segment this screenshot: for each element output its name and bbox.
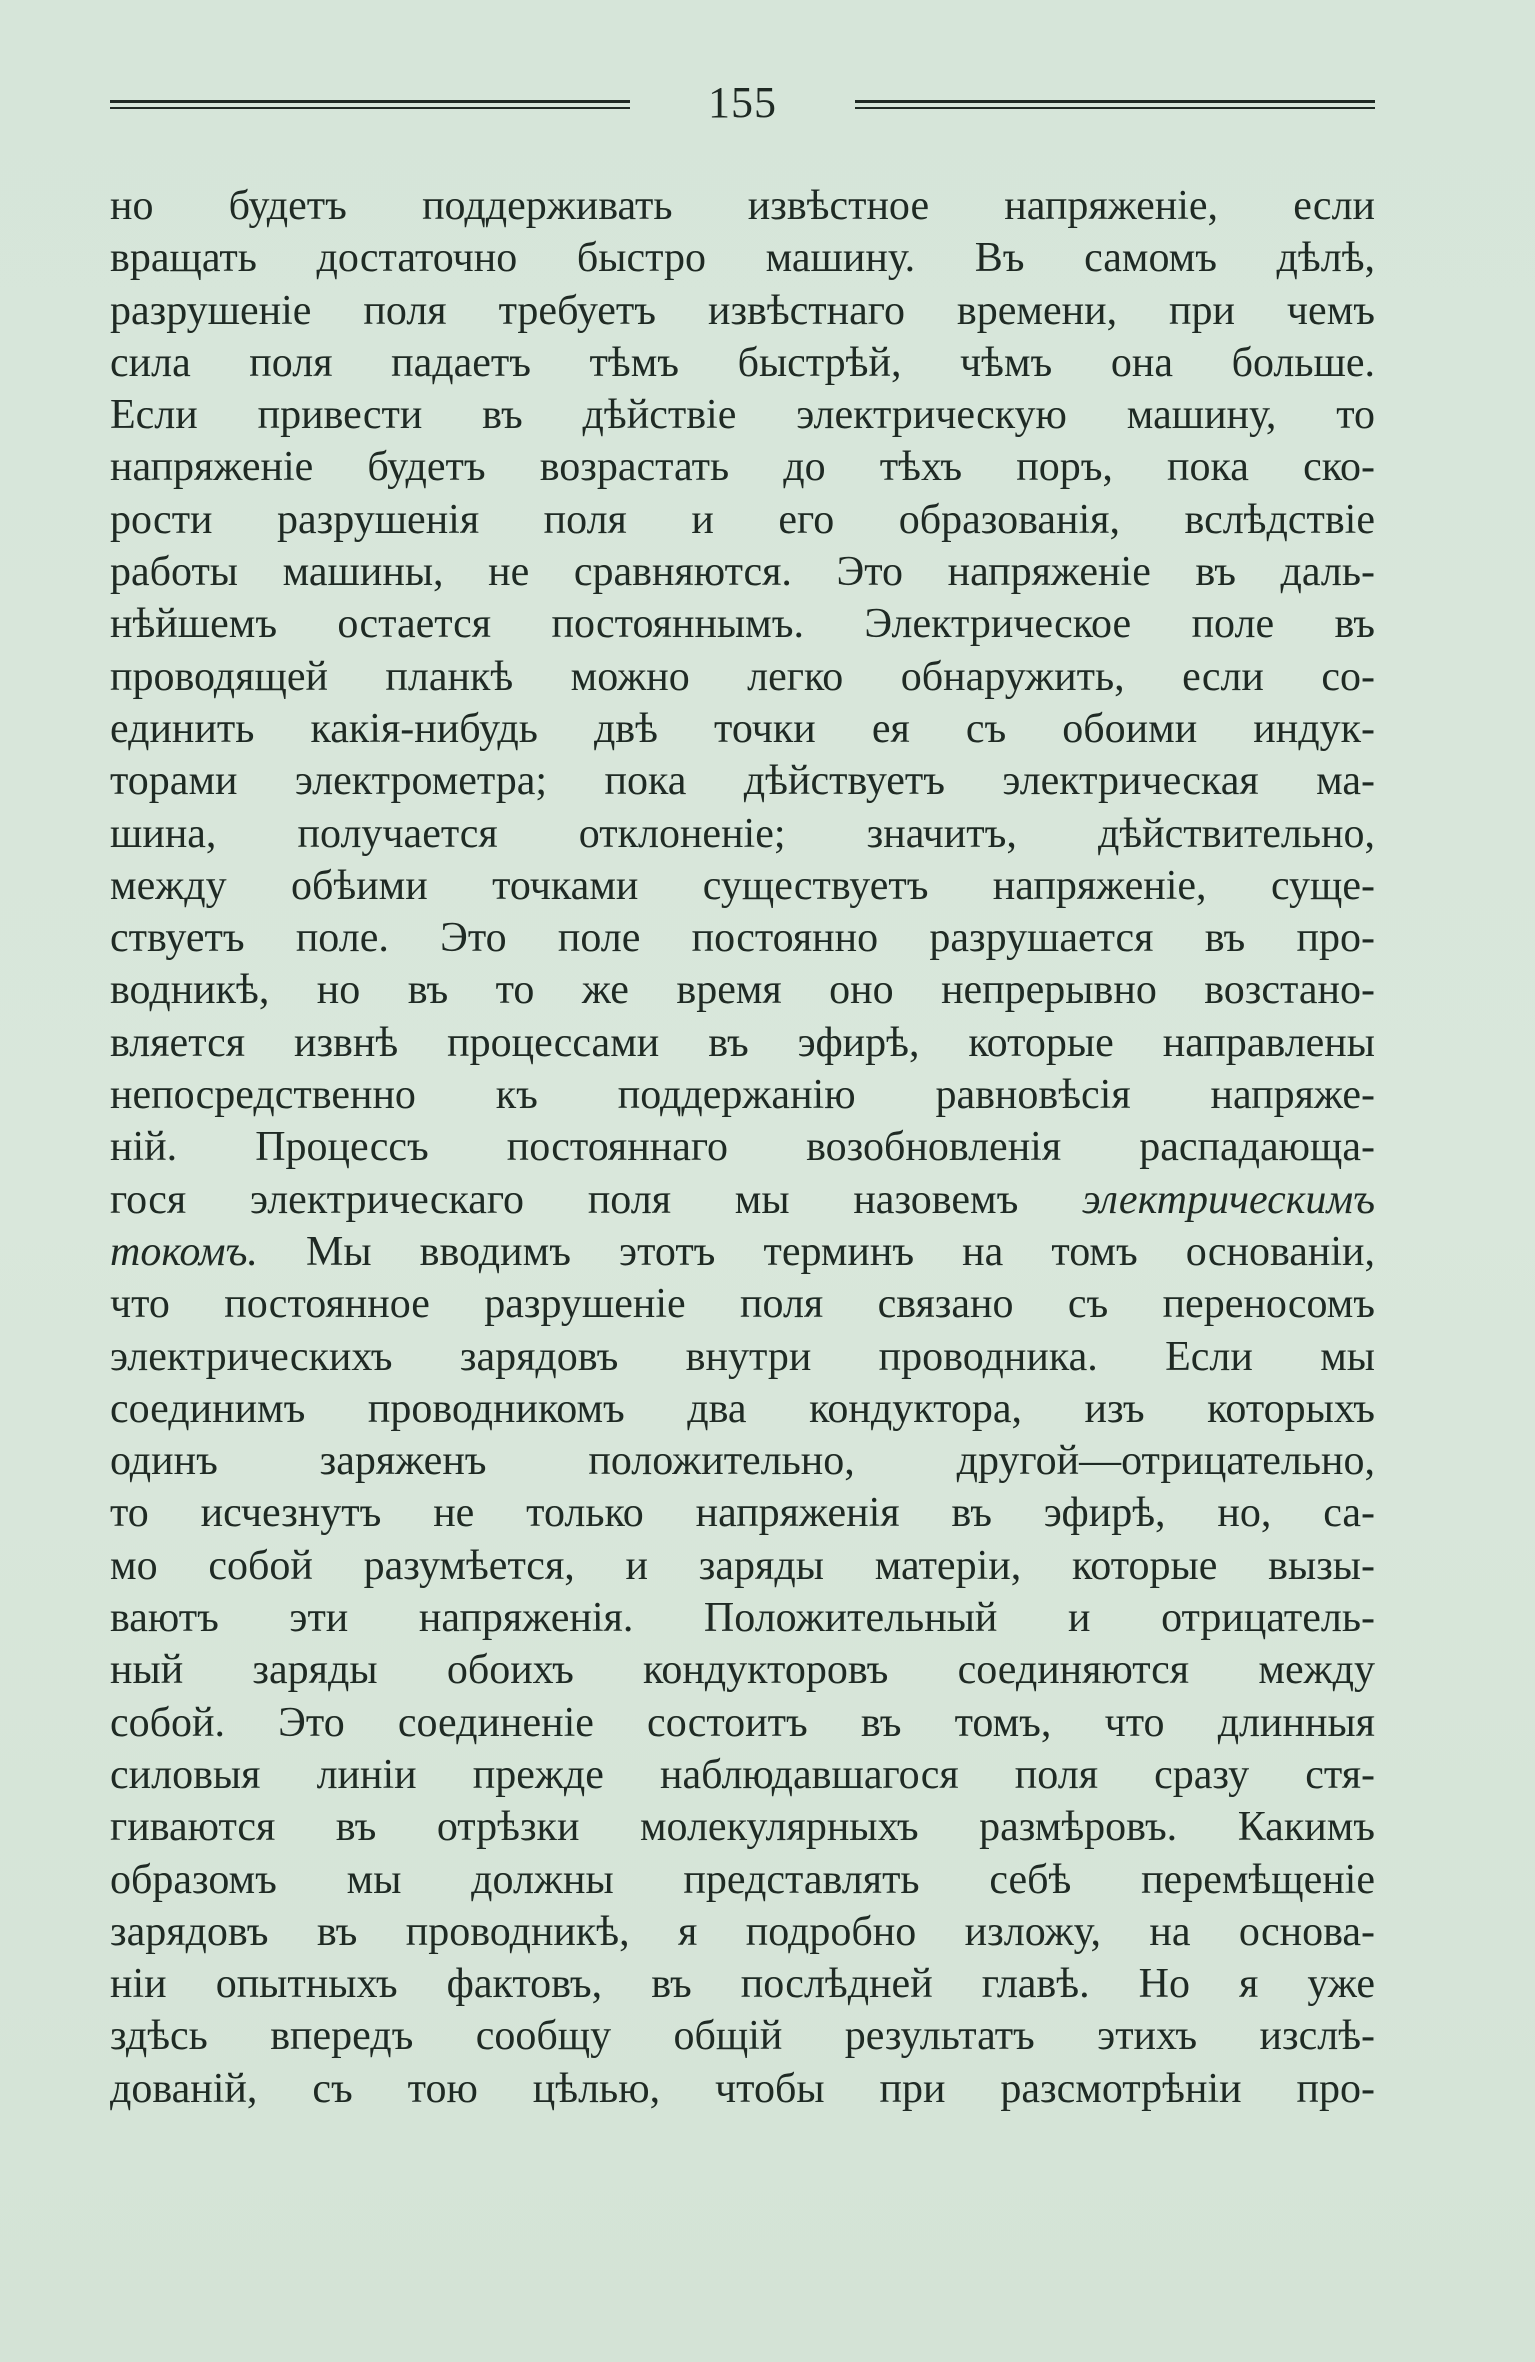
text-line: напряженіе будетъ возрастать до тѣхъ поръ, пока ско- <box>110 444 1375 491</box>
text-line: Если привести въ дѣйствіе электрическую машину, то <box>110 392 1375 439</box>
text-line: собой. Это соединеніе состоитъ въ томъ, что длинныя <box>110 1699 1375 1746</box>
text-line: силовыя линіи прежде наблюдавшагося поля сразу стя- <box>110 1751 1375 1798</box>
text-line: ваютъ эти напряженія. Положительный и отрицатель- <box>110 1595 1375 1642</box>
text-line: нѣйшемъ остается постояннымъ. Электрическое поле въ <box>110 601 1375 648</box>
text-line: зарядовъ въ проводникѣ, я подробно изложу, на основа- <box>110 1908 1375 1955</box>
text-line: между обѣими точками существуетъ напряженіе, суще- <box>110 862 1375 909</box>
text-line: торами электрометра; пока дѣйствуетъ электрическая ма- <box>110 758 1375 805</box>
text-line: ній. Процессъ постояннаго возобновленія распадающа- <box>110 1124 1375 1171</box>
text-line: ствуетъ поле. Это поле постоянно разрушается въ про- <box>110 915 1375 962</box>
text-line: вращать достаточно быстро машину. Въ самомъ дѣлѣ, <box>110 235 1375 282</box>
emphasized-term: токомъ. <box>110 1228 258 1275</box>
header-rule-right <box>855 100 1375 112</box>
text-segment: Мы вводимъ этотъ терминъ на томъ основаніи, <box>257 1228 1375 1275</box>
text-line: непосредственно къ поддержанію равновѣсія напряже- <box>110 1072 1375 1119</box>
text-line <box>110 1226 1375 1278</box>
body-text <box>110 180 1375 2115</box>
emphasized-term: электрическимъ <box>1082 1176 1375 1223</box>
header-rule-left <box>110 100 630 112</box>
text-line: дованій, съ тою цѣлью, чтобы при разсмотрѣніи про- <box>110 2065 1375 2112</box>
text-line: ный заряды обоихъ кондукторовъ соединяются между <box>110 1647 1375 1694</box>
text-line: но будетъ поддерживать извѣстное напряженіе, если <box>110 183 1375 229</box>
text-line: работы машины, не сравняются. Это напряженіе въ даль- <box>110 549 1375 596</box>
page-number: 155 <box>708 78 777 127</box>
text-line: шина, получается отклоненіе; значитъ, дѣйствительно, <box>110 810 1375 857</box>
text-line <box>110 1174 1375 1226</box>
text-line: одинъ заряженъ положительно, другой—отрицательно, <box>110 1438 1375 1485</box>
text-line: то исчезнутъ не только напряженія въ эфирѣ, но, са- <box>110 1490 1375 1537</box>
text-line: рости разрушенія поля и его образованія, вслѣдствіе <box>110 496 1375 543</box>
text-line: соединимъ проводникомъ два кондуктора, изъ которыхъ <box>110 1385 1375 1432</box>
text-line: здѣсь впередъ сообщу общій результатъ этихъ изслѣ- <box>110 2013 1375 2060</box>
text-line: ніи опытныхъ фактовъ, въ послѣдней главѣ. Но я уже <box>110 1961 1375 2008</box>
text-segment: гося электрическаго поля мы назовемъ <box>110 1176 1019 1223</box>
text-line: мо собой разумѣется, и заряды матеріи, которые вызы- <box>110 1542 1375 1589</box>
text-line: сила поля падаетъ тѣмъ быстрѣй, чѣмъ она больше. <box>110 339 1375 386</box>
text-line: единить какія-нибудь двѣ точки ея съ обоими индук- <box>110 705 1375 752</box>
text-line: гиваются въ отрѣзки молекулярныхъ размѣровъ. Какимъ <box>110 1804 1375 1851</box>
text-line: вляется извнѣ процессами въ эфирѣ, которые направлены <box>110 1019 1375 1066</box>
text-line: образомъ мы должны представлять себѣ перемѣщеніе <box>110 1856 1375 1903</box>
page-header <box>110 70 1375 140</box>
text-line: электрическихъ зарядовъ внутри проводника. Если мы <box>110 1333 1375 1380</box>
text-line: что постоянное разрушеніе поля связано съ переносомъ <box>110 1281 1375 1328</box>
text-line: водникѣ, но въ то же время оно непрерывно возстано- <box>110 967 1375 1014</box>
text-line: разрушеніе поля требуетъ извѣстнаго времени, при чемъ <box>110 287 1375 334</box>
text-line: проводящей планкѣ можно легко обнаружить, если со- <box>110 653 1375 700</box>
